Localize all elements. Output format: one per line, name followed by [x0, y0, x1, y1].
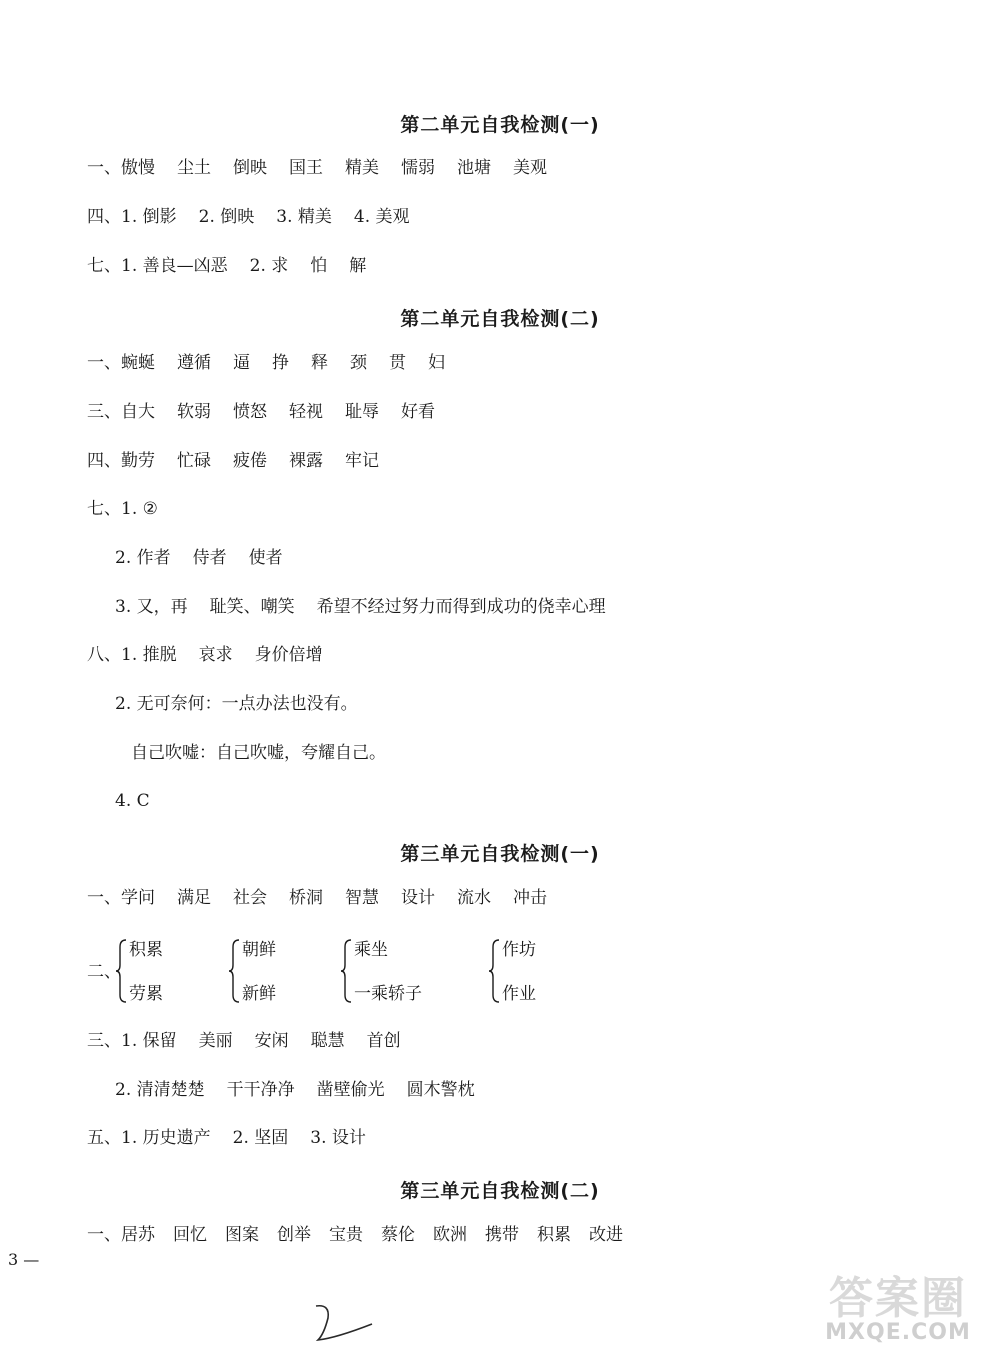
answer-line — [115, 595, 606, 619]
answer-word: 1. 善良—凶恶 — [121, 256, 228, 276]
answer-word: 自大 — [121, 402, 155, 422]
answer-line — [87, 205, 410, 229]
answer-word: 干干净净 — [226, 1080, 295, 1100]
answer-word: 2. 清清楚楚 — [115, 1080, 205, 1100]
answer-word: 国王 — [289, 158, 323, 178]
answer-word: 解 — [349, 256, 367, 276]
answer-word: 懦弱 — [401, 158, 435, 178]
answer-word: 侍者 — [192, 548, 227, 568]
pair-bottom-word: 作业 — [502, 984, 536, 1004]
watermark-logo: 答案圈 — [829, 1273, 967, 1324]
section-title-unit3-test2: 第三单元自我检测(二) — [400, 1180, 600, 1202]
line-prefix: 三、 — [87, 402, 121, 422]
answer-word: 1. 历史遗产 — [121, 1128, 211, 1148]
answer-line — [115, 1078, 475, 1102]
answer-word: 宝贵 — [329, 1225, 363, 1245]
answer-line — [87, 886, 547, 910]
answer-word: 2. 无可奈何：一点办法也没有。 — [115, 694, 358, 714]
brace-icon — [340, 939, 352, 1003]
answer-word: 傲慢 — [121, 158, 155, 178]
answer-word: 安闲 — [254, 1031, 289, 1051]
line-prefix: 一、 — [87, 1225, 121, 1245]
answer-word: 图案 — [225, 1225, 259, 1245]
answer-word: 2. 作者 — [115, 548, 171, 568]
brace-icon — [115, 939, 127, 1003]
answer-word: 圆木警枕 — [406, 1080, 475, 1100]
answer-word: 1. ② — [121, 499, 158, 519]
answer-word: 携带 — [485, 1225, 519, 1245]
line-prefix: 一、 — [87, 888, 121, 908]
answer-word: 2. 求 — [249, 256, 289, 276]
answer-word: 聪慧 — [310, 1031, 345, 1051]
answer-word: 逼 — [233, 353, 250, 373]
answer-word: 1. 推脱 — [121, 645, 177, 665]
answer-word: 2. 倒映 — [198, 207, 255, 227]
answer-word: 牢记 — [345, 451, 379, 471]
answer-line — [87, 643, 323, 667]
answer-line — [87, 1029, 401, 1053]
answer-word: 疲倦 — [233, 451, 267, 471]
answer-word: 设计 — [401, 888, 435, 908]
answer-word: 美丽 — [198, 1031, 233, 1051]
line-prefix: 八、 — [87, 645, 121, 665]
answer-word: 3. 又，再 — [115, 597, 188, 617]
answer-word: 学问 — [121, 888, 155, 908]
answer-word: 池塘 — [457, 158, 491, 178]
pair-top-word: 朝鲜 — [242, 940, 276, 960]
answer-word: 改进 — [589, 1225, 623, 1245]
answer-line — [87, 254, 366, 278]
line-prefix: 七、 — [87, 256, 121, 276]
answer-word: 居苏 — [121, 1225, 155, 1245]
line-prefix: 四、 — [87, 451, 121, 471]
brace-icon — [228, 939, 240, 1003]
answer-word: 欧洲 — [433, 1225, 467, 1245]
answer-word: 创举 — [277, 1225, 311, 1245]
answer-word: 倒映 — [233, 158, 267, 178]
answer-word: 耻笑、嘲笑 — [209, 597, 295, 617]
answer-word: 凿壁偷光 — [316, 1080, 385, 1100]
answer-line — [87, 351, 445, 375]
answer-line — [87, 449, 379, 473]
brace-icon — [488, 939, 500, 1003]
pair-top-word: 作坊 — [502, 940, 536, 960]
answer-word: 释 — [311, 353, 328, 373]
answer-word: 冲击 — [513, 888, 547, 908]
pen-stroke-mark — [312, 1300, 376, 1350]
answer-word: 积累 — [537, 1225, 571, 1245]
answer-word: 尘土 — [177, 158, 211, 178]
answer-word: 愤怒 — [233, 402, 267, 422]
answer-word: 4. 美观 — [353, 207, 410, 227]
answer-word: 怕 — [310, 256, 328, 276]
answer-line — [115, 692, 358, 716]
answer-line — [87, 1223, 623, 1247]
answer-word: 3. 精美 — [276, 207, 332, 227]
answer-word: 贯 — [389, 353, 406, 373]
answer-line — [87, 497, 158, 521]
answer-word: 精美 — [345, 158, 379, 178]
watermark — [808, 1262, 988, 1352]
answer-word: 哀求 — [198, 645, 233, 665]
answer-word: 好看 — [401, 402, 435, 422]
answer-line — [115, 789, 150, 813]
pair-bottom-word: 一乘轿子 — [354, 984, 422, 1004]
answer-word: 耻辱 — [345, 402, 379, 422]
answer-word: 使者 — [248, 548, 283, 568]
section-title-unit3-test1: 第三单元自我检测(一) — [400, 843, 600, 865]
answer-word: 挣 — [272, 353, 289, 373]
answer-word: 满足 — [177, 888, 211, 908]
answer-word: 蔡伦 — [381, 1225, 415, 1245]
answer-word: 身价倍增 — [254, 645, 323, 665]
answer-word: 社会 — [233, 888, 267, 908]
section-title-unit2-test2: 第二单元自我检测(二) — [400, 308, 600, 330]
answer-word: 轻视 — [289, 402, 323, 422]
answer-word: 自己吹嘘：自己吹嘘，夸耀自己。 — [131, 743, 386, 763]
answer-word: 忙碌 — [177, 451, 211, 471]
answer-word: 妇 — [428, 353, 445, 373]
answer-word: 软弱 — [177, 402, 211, 422]
line-prefix: 四、 — [87, 207, 121, 227]
pair-top-word: 积累 — [129, 940, 163, 960]
answer-word: 裸露 — [289, 451, 323, 471]
answer-word: 流水 — [457, 888, 491, 908]
line-prefix: 一、 — [87, 158, 121, 178]
answer-line — [115, 546, 283, 570]
page-number: 3 — — [8, 1250, 40, 1269]
answer-line — [87, 156, 547, 180]
answer-word: 首创 — [366, 1031, 401, 1051]
answer-word: 智慧 — [345, 888, 379, 908]
brace-prefix: 二、 — [87, 962, 121, 982]
answer-word: 4. C — [115, 791, 150, 811]
answer-line — [131, 741, 386, 765]
watermark-url: MXQE.COM — [825, 1320, 971, 1345]
answer-word: 2. 坚固 — [232, 1128, 289, 1148]
section-title-unit2-test1: 第二单元自我检测(一) — [400, 114, 600, 136]
line-prefix: 一、 — [87, 353, 121, 373]
answer-line — [87, 1126, 366, 1150]
answer-word: 蜿蜒 — [121, 353, 155, 373]
answer-word: 美观 — [513, 158, 547, 178]
answer-word: 桥洞 — [289, 888, 323, 908]
line-prefix: 五、 — [87, 1128, 121, 1148]
pair-bottom-word: 新鲜 — [242, 984, 276, 1004]
line-prefix: 三、 — [87, 1031, 121, 1051]
answer-word: 1. 保留 — [121, 1031, 177, 1051]
answer-word: 希望不经过努力而得到成功的侥幸心理 — [316, 597, 606, 617]
answer-word: 颈 — [350, 353, 367, 373]
pair-bottom-word: 劳累 — [129, 984, 163, 1004]
answer-word: 遵循 — [177, 353, 211, 373]
line-prefix: 七、 — [87, 499, 121, 519]
answer-word: 勤劳 — [121, 451, 155, 471]
answer-line — [87, 400, 435, 424]
answer-word: 3. 设计 — [310, 1128, 366, 1148]
answer-word: 回忆 — [173, 1225, 207, 1245]
pair-top-word: 乘坐 — [354, 940, 388, 960]
answer-word: 1. 倒影 — [121, 207, 177, 227]
